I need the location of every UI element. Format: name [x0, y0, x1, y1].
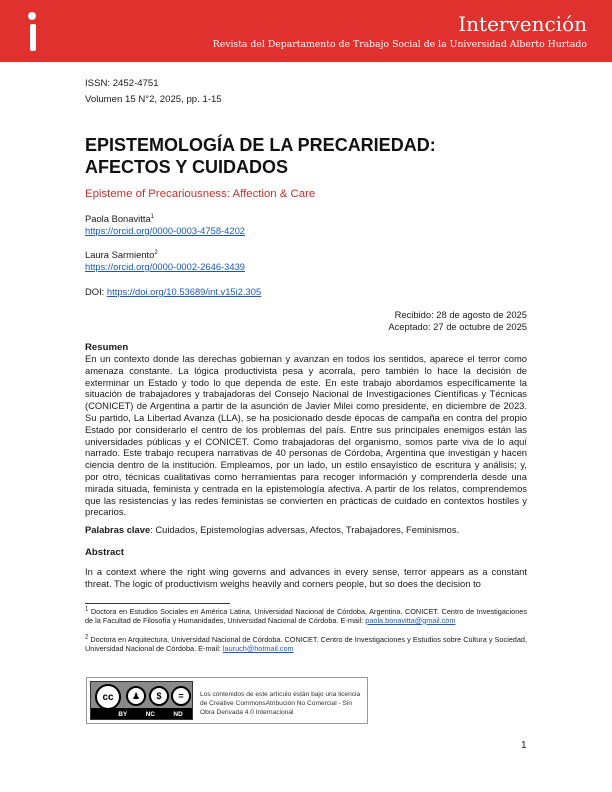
by-label: BY [118, 711, 128, 718]
author-2: Laura Sarmiento$^2$ https://orcid.org/0000-0002-2646-3439 [85, 249, 246, 272]
license-text: Los contenidos de este artículo están bajo una licencia de Creative CommonsAtribución No Comercial - Sin Obra Derivada 4.0 Internacional [200, 690, 361, 716]
license-box[interactable] [86, 677, 368, 724]
doi-link[interactable]: https://doi.org/10.53689/int.v15i2.305 [106, 286, 262, 297]
journal-subtitle: Revista del Departamento de Trabajo Social de la Universidad Alberto Hurtado [212, 39, 587, 50]
footnote-divider [85, 603, 230, 604]
cc-license-badge[interactable] [90, 681, 193, 720]
author-1: Paola Bonavitta$^1$ https://orcid.org/0000-0003-4758-4202 [85, 213, 246, 236]
attribution-icon: ♟ [126, 686, 146, 706]
nc-label: NC [145, 711, 155, 718]
cc-icon: cc [95, 684, 121, 710]
resumen-text: En un contexto donde las derechas gobiernan y avanzan en todos los sentidos, aparece el terror como amenaza constante. La lógica productivista pesa y acorrala, pero también lo hace la decisión de exterminar un Estado y todo lo que dependa de este. En este trabajo abordamos específicamente la situación de trabajadores y trabajadoras del Consejo Nacional de Investigaciones Científicas y Técnicas (CONICET) de Argentina a partir de la asunción de Javier Milei como presidente, en diciembre de 2023. Su partido, La Libertad Avanza (LLA), se ha posicionado desde épocas de campaña en contra del propio Estado por considerarlo el centro de los problemas del país. Entre sus principales enemigos están las universidades públicas y el CONICET. Como trabajadoras del organismo, somos parte viva de lo aquí narrado. Este trabajo recupera narrativas de 40 personas de Córdoba, Argentina que investigan y hacen ciencia dentro de la institución. Empleamos, por un lado, un estilo ensayístico de escritura y análisis; y, por otro, técnicas cualitativas como herramientas para recoger información y comprenderla desde una mirada situada, feminista y centrada en la epistemología afectiva. A partir de los relatos, comprendemos que las resistencias y las redes feministas se convierten en prácticas de cuidado en contextos hostiles y precarios. [85, 353, 527, 518]
received-date: Recibido: 28 de agosto de 2025 [394, 309, 527, 320]
accepted-date: Aceptado: 27 de octubre de 2025 [388, 321, 527, 332]
footnote-2: $^2$ Doctora en Arquitectura, Universidad Nacional de Córdoba. CONICET. Centro de Investigaciones y Estudios sobre Cultura y Sociedad, Universidad Nacional de Córdoba. E-mail: lauruch@hotmail.com [85, 634, 527, 653]
orcid-link[interactable]: https://orcid.org/0000-0002-2646-3439 [85, 261, 246, 272]
author-name: Paola Bonavitta [85, 213, 151, 224]
journal-logo-icon [25, 12, 41, 52]
keywords-label: Palabras clave [85, 524, 151, 535]
keywords: Palabras clave: Cuidados, Epistemologías adversas, Afectos, Trabajadores, Feminismos. [85, 524, 460, 535]
email-link[interactable]: paola.bonavitta@gmail.com [365, 615, 456, 625]
noncommercial-icon: $ [149, 686, 169, 706]
article-subtitle: Episteme of Precariousness: Affection & Care [85, 188, 316, 200]
abstract-heading: Abstract [85, 547, 124, 558]
orcid-link[interactable]: https://orcid.org/0000-0003-4758-4202 [85, 225, 246, 236]
page-number: 1 [521, 740, 527, 751]
footnote-1: $^1$ Doctora en Estudios Sociales en América Latina, Universidad Nacional de Córdoba, Argentina. CONICET. Centro de Investigaciones de la Facultad de Filosofía y Humanidades, Universidad Nacional de Córdoba. E-mail: paola.bonavitta@gmail.com [85, 606, 527, 625]
abstract-text: In a context where the right wing governs and advances in every sense, terror appears as a constant threat. The logic of productivism weighs heavily and corners people, but so does the decision to [85, 566, 527, 589]
volume-info: Volumen 15 N°2, 2025, pp. 1-15 [85, 94, 222, 105]
resumen-heading: Resumen [85, 342, 129, 353]
journal-banner [0, 0, 612, 62]
journal-name: Intervención [458, 12, 587, 36]
author-name: Laura Sarmiento [85, 249, 155, 260]
doi-line: DOI: https://doi.org/10.53689/int.v15i2.305 [85, 286, 262, 297]
noderivatives-icon: = [171, 686, 191, 706]
email-link[interactable]: lauruch@hotmail.com [222, 643, 294, 653]
submission-dates [388, 309, 527, 333]
issn: ISSN: 2452-4751 [85, 78, 159, 89]
nd-label: ND [173, 711, 183, 718]
article-title: EPISTEMOLOGÍA DE LA PRECARIEDAD: AFECTOS Y CUIDADOS [85, 135, 436, 177]
